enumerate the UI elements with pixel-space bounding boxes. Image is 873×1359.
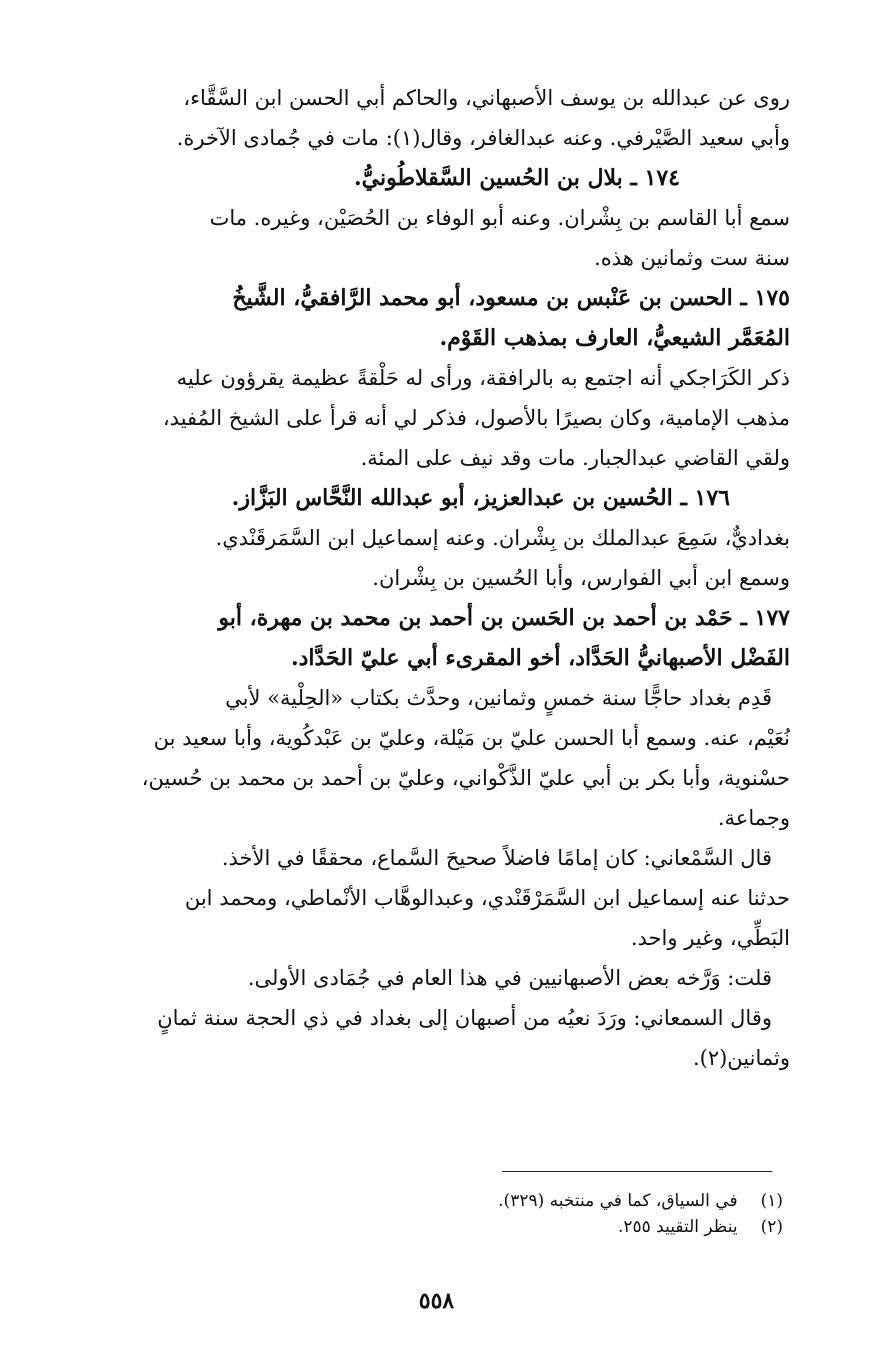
page-number: ٥٥٨	[418, 1288, 455, 1314]
text-line: وأبي سعيد الصَّيْرفي. وعنه عبدالغافر، وقال(١): مات في جُمادى الآخرة.	[176, 126, 790, 150]
entry-heading: ١٧٧ ـ حَمْد بن أحمد بن الحَسن بن أحمد بن محمد بن مهرة، أبو	[218, 605, 790, 631]
text-line: حدثنا عنه إسماعيل ابن السَّمَرْقَنْدي، وعبدالوهَّاب الأنْماطي، ومحمد ابن	[184, 886, 790, 910]
footnote	[60, 1188, 783, 1214]
text-line: وجماعة.	[717, 806, 790, 830]
entry-heading: ١٧٦ ـ الحُسين بن عبدالعزيز، أبو عبدالله النَّحَّاس البَزَّاز.	[231, 485, 730, 511]
footnote-number: (٢)	[760, 1217, 783, 1237]
text-line: وثمانين(٢).	[692, 1046, 790, 1070]
main-text	[60, 78, 790, 1078]
text-line: روى عن عبدالله بن يوسف الأصبهاني، والحاكم أبي الحسن ابن السَّقَّاء،	[183, 86, 790, 110]
entry-heading: ١٧٥ ـ الحسن بن عَنْبس بن مسعود، أبو محمد الرَّافقيُّ، الشَّيخُ	[232, 285, 790, 311]
text-line: حسْنوية، وأبا بكر بن أبي عليّ الذَّكْواني، وعليّ بن أحمد بن محمد بن حُسين،	[141, 766, 790, 790]
text-line: قال السَّمْعاني: كان إمامًا فاضلاً صحيحَ السَّماع، محققًا في الأخذ.	[221, 846, 772, 870]
text-line: ذكر الكَرَاجكي أنه اجتمع به بالرافقة، ورأى له حَلْقةً عظيمة يقرؤون عليه	[176, 366, 790, 390]
text-line: مذهب الإمامية، وكان بصيرًا بالأصول، فذكر لي أنه قرأ على الشيخ المُفيد،	[162, 406, 790, 430]
text-line: بغداديٌّ، سَمِعَ عبدالملك بن بِشْران. وعنه إسماعيل ابن السَّمَرقَنْدي.	[215, 526, 790, 550]
text-line: البَطِّي، وغير واحد.	[630, 926, 790, 950]
entry-heading: المُعَمَّر الشيعيُّ، العارف بمذهب القَوْم.	[439, 325, 790, 351]
footnote-text: في السياق، كما في منتخبه (٣٢٩).	[498, 1191, 738, 1211]
text-line: سمع أبا القاسم بن بِشْران. وعنه أبو الوفاء بن الحُصَيْن، وغيره. مات	[209, 206, 790, 230]
entry-heading: الفَضْل الأصبهانيُّ الحَدَّاد، أخو المقرىء أبي عليّ الحَدَّاد.	[290, 645, 790, 671]
text-line: سنة ست وثمانين هذه.	[594, 246, 790, 270]
text-line: قَدِم بغداد حاجًّا سنة خمسٍ وثمانين، وحدَّث بكتاب «الحِلْية» لأبي	[225, 686, 772, 710]
text-line: وسمع ابن أبي الفوارس، وأبا الحُسين بن بِشْران.	[372, 566, 790, 590]
footnote-text: ينظر التقييد ٢٥٥.	[617, 1217, 738, 1237]
text-line: وقال السمعاني: ورَدَ نعيُه من أصبهان إلى بغداد في ذي الحجة سنة ثمانٍ	[157, 1006, 772, 1030]
footnotes	[60, 1188, 783, 1240]
footnote-divider	[502, 1171, 772, 1172]
footnote-number: (١)	[760, 1191, 783, 1211]
text-line: قلت: وَرَّخه بعض الأصبهانيين في هذا العام في جُمَادى الأولى.	[247, 966, 772, 990]
entry-heading: ١٧٤ ـ بلال بن الحُسين السَّقلاطُونيُّ.	[353, 165, 680, 191]
footnote	[60, 1214, 783, 1240]
text-line: نُعَيْم، عنه. وسمع أبا الحسن عليّ بن مَيْلة، وعليّ بن عَبْدكُوية، وأبا سعيد بن	[153, 726, 790, 750]
text-line: ولقي القاضي عبدالجبار. مات وقد نيف على المئة.	[360, 446, 790, 470]
